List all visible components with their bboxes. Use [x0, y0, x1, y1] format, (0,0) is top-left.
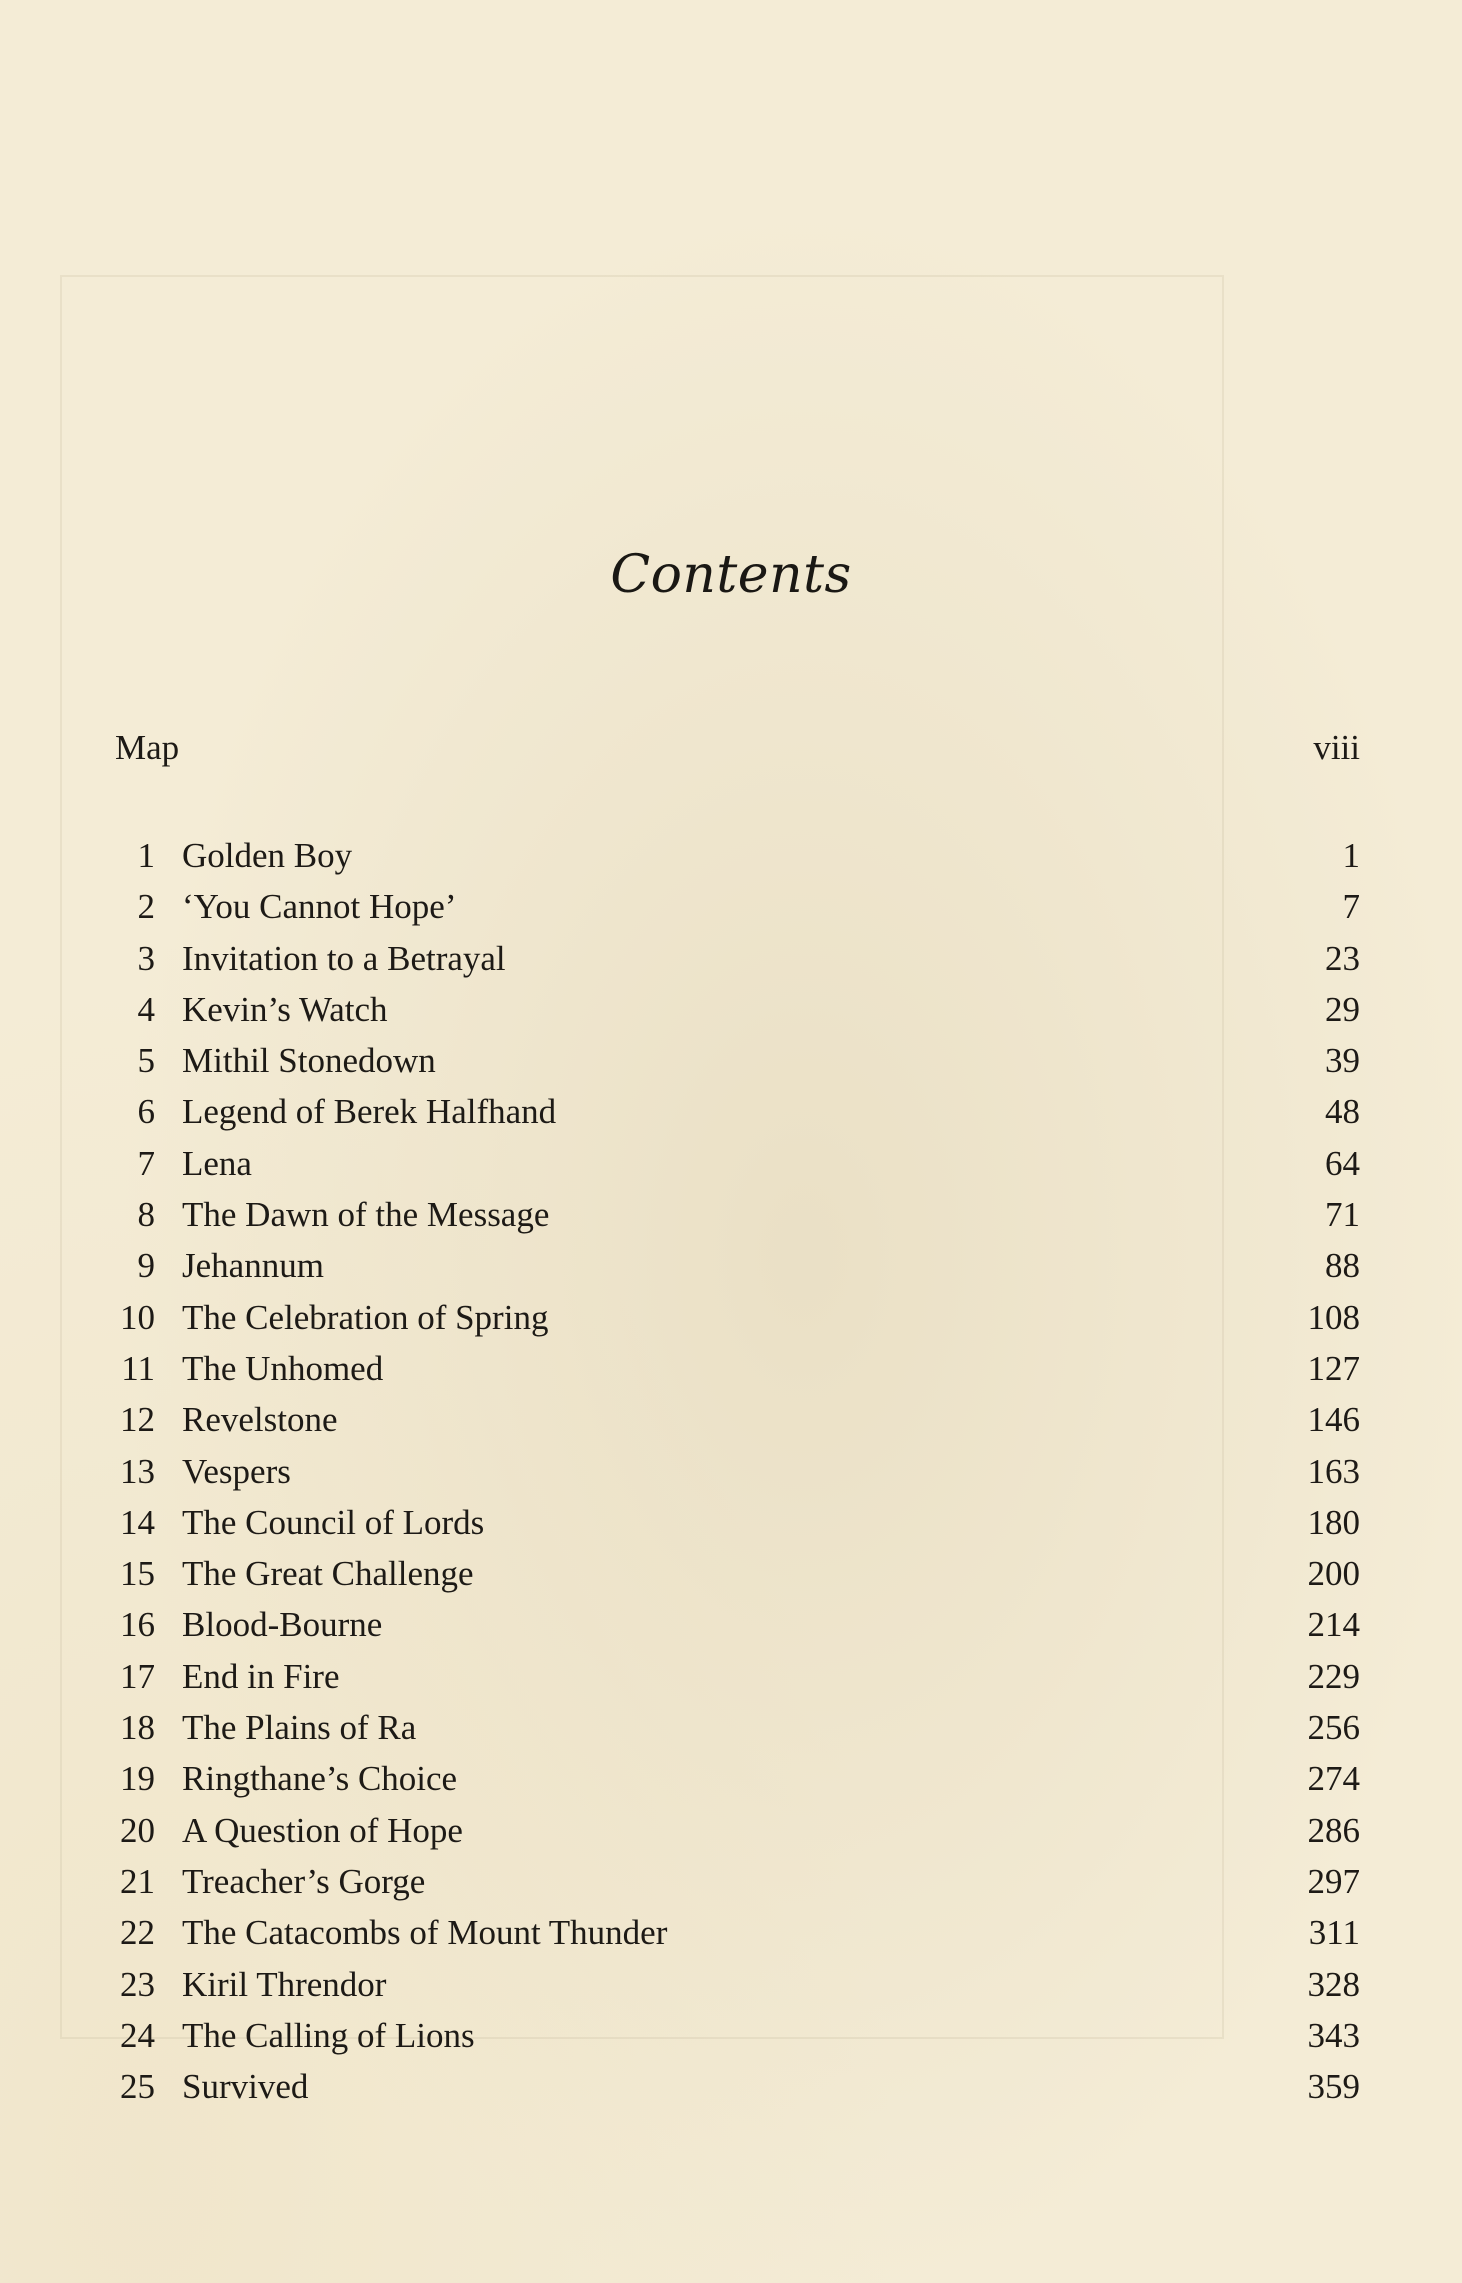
chapter-number: 2: [137, 887, 155, 927]
toc-entry-chapter-4: [115, 984, 1360, 1035]
chapter-number: 21: [120, 1861, 155, 1901]
chapter-page: 180: [1307, 1502, 1360, 1542]
chapter-page: 64: [1325, 1143, 1360, 1183]
toc-entry-chapter-1: [115, 830, 1360, 881]
toc-entry-chapter-7: [115, 1138, 1360, 1189]
chapter-page: 256: [1307, 1708, 1360, 1748]
chapter-title: The Great Challenge: [182, 1554, 474, 1594]
toc-entry-chapter-13: [115, 1446, 1360, 1497]
chapter-number: 12: [120, 1400, 155, 1440]
toc-entry-chapter-15: [115, 1548, 1360, 1599]
chapter-list: [115, 830, 1360, 2112]
chapter-title: Invitation to a Betrayal: [182, 938, 506, 978]
toc-entry-page: viii: [1313, 728, 1360, 767]
toc-entry-chapter-14: [115, 1497, 1360, 1548]
chapter-page: 1: [1342, 836, 1360, 875]
chapter-title: The Plains of Ra: [182, 1708, 417, 1748]
toc-entry-chapter-11: [115, 1343, 1360, 1394]
chapter-title: A Question of Hope: [182, 1810, 463, 1850]
page-title: Contents: [610, 545, 852, 605]
toc-entry-chapter-6: [115, 1086, 1360, 1137]
chapter-page: 343: [1307, 2015, 1360, 2055]
chapter-number: 8: [137, 1195, 155, 1235]
chapter-title: End in Fire: [182, 1656, 340, 1696]
chapter-title: Survived: [182, 2067, 309, 2107]
chapter-number: 16: [120, 1605, 155, 1645]
toc-entry-chapter-5: [115, 1035, 1360, 1086]
chapter-number: 18: [120, 1708, 155, 1748]
toc-entry-chapter-9: [115, 1240, 1360, 1291]
chapter-title: Lena: [182, 1143, 252, 1183]
chapter-page: 328: [1307, 1964, 1360, 2004]
chapter-number: 25: [120, 2067, 155, 2107]
chapter-page: 146: [1307, 1400, 1360, 1440]
chapter-number: 7: [137, 1143, 155, 1183]
chapter-number: 15: [120, 1554, 155, 1594]
chapter-title: Golden Boy: [182, 836, 353, 875]
chapter-number: 23: [120, 1964, 155, 2004]
chapter-page: 39: [1325, 1041, 1360, 1081]
chapter-title: The Unhomed: [182, 1348, 384, 1388]
chapter-title: Vespers: [182, 1451, 291, 1491]
chapter-number: 9: [137, 1246, 155, 1286]
chapter-number: 17: [120, 1656, 155, 1696]
chapter-page: 127: [1307, 1348, 1360, 1388]
chapter-title: Jehannum: [182, 1246, 324, 1286]
chapter-title: The Dawn of the Message: [182, 1195, 550, 1235]
chapter-number: 11: [121, 1348, 155, 1388]
chapter-page: 71: [1325, 1195, 1360, 1235]
toc-entry-chapter-20: [115, 1805, 1360, 1856]
chapter-title: The Celebration of Spring: [182, 1297, 549, 1337]
chapter-title: The Calling of Lions: [182, 2015, 475, 2055]
chapter-page: 286: [1307, 1810, 1360, 1850]
chapter-title: The Catacombs of Mount Thunder: [182, 1913, 668, 1953]
toc-entry-chapter-23: [115, 1959, 1360, 2010]
chapter-title: Revelstone: [182, 1400, 338, 1440]
chapter-title: Ringthane’s Choice: [182, 1759, 458, 1799]
toc-entry-chapter-22: [115, 1907, 1360, 1958]
toc-entry-label: Map: [115, 728, 180, 767]
chapter-title: Mithil Stonedown: [182, 1041, 436, 1081]
chapter-title: Kiril Threndor: [182, 1964, 387, 2004]
chapter-page: 297: [1307, 1861, 1360, 1901]
chapter-page: 200: [1307, 1554, 1360, 1594]
chapter-title: Legend of Berek Halfhand: [182, 1092, 557, 1132]
chapter-number: 1: [137, 836, 155, 875]
toc-entry-map: [115, 722, 1360, 774]
chapter-page: 108: [1307, 1297, 1360, 1337]
chapter-page: 214: [1307, 1605, 1360, 1645]
chapter-number: 19: [120, 1759, 155, 1799]
toc-entry-chapter-17: [115, 1651, 1360, 1702]
toc-entry-chapter-16: [115, 1599, 1360, 1650]
chapter-title: Treacher’s Gorge: [182, 1861, 426, 1901]
chapter-page: 311: [1308, 1913, 1360, 1953]
toc-entry-chapter-12: [115, 1394, 1360, 1445]
chapter-number: 6: [137, 1092, 155, 1132]
toc-entry-chapter-10: [115, 1292, 1360, 1343]
toc-entry-chapter-3: [115, 933, 1360, 984]
chapter-number: 20: [120, 1810, 155, 1850]
chapter-page: 7: [1342, 887, 1360, 927]
chapter-page: 229: [1307, 1656, 1360, 1696]
toc-entry-chapter-25: [115, 2061, 1360, 2112]
chapter-number: 14: [120, 1502, 155, 1542]
chapter-page: 88: [1325, 1246, 1360, 1286]
toc-entry-chapter-21: [115, 1856, 1360, 1907]
toc-entry-chapter-19: [115, 1753, 1360, 1804]
chapter-number: 24: [120, 2015, 155, 2055]
toc-entry-chapter-2: [115, 881, 1360, 932]
chapter-title: Kevin’s Watch: [182, 989, 388, 1029]
chapter-title: ‘You Cannot Hope’: [182, 887, 457, 927]
chapter-title: The Council of Lords: [182, 1502, 485, 1542]
toc-entry-chapter-8: [115, 1189, 1360, 1240]
chapter-page: 274: [1307, 1759, 1360, 1799]
chapter-number: 5: [137, 1041, 155, 1081]
chapter-page: 23: [1325, 938, 1360, 978]
chapter-number: 3: [137, 938, 155, 978]
chapter-page: 163: [1307, 1451, 1360, 1491]
chapter-number: 10: [120, 1297, 155, 1337]
chapter-number: 13: [120, 1451, 155, 1491]
chapter-title: Blood-Bourne: [182, 1605, 383, 1645]
chapter-number: 22: [120, 1913, 155, 1953]
chapter-page: 48: [1325, 1092, 1360, 1132]
chapter-number: 4: [137, 989, 155, 1029]
toc-entry-chapter-18: [115, 1702, 1360, 1753]
chapter-page: 29: [1325, 989, 1360, 1029]
toc-entry-chapter-24: [115, 2010, 1360, 2061]
chapter-page: 359: [1307, 2067, 1360, 2107]
